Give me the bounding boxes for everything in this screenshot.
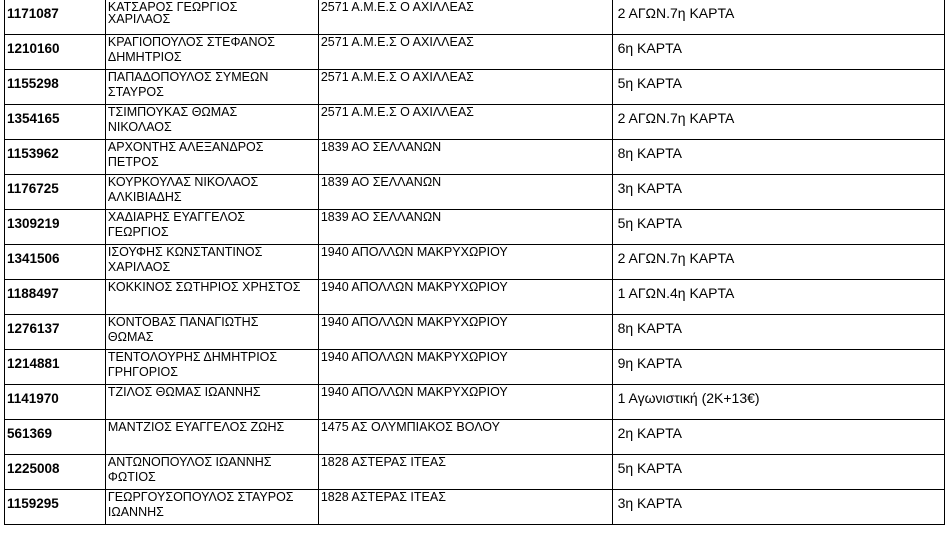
penalty: 8η ΚΑΡΤΑ <box>612 315 944 350</box>
penalty: 8η ΚΑΡΤΑ <box>612 140 944 175</box>
club-name: 2571 Α.Μ.Ε.Σ Ο ΑΧΙΛΛΕΑΣ <box>318 35 612 70</box>
player-id: 1210160 <box>5 35 106 70</box>
table-row <box>5 140 945 175</box>
club-name: 1475 ΑΣ ΟΛΥΜΠΙΑΚΟΣ ΒΟΛΟΥ <box>318 420 612 455</box>
player-name: ΓΕΩΡΓΟΥΣΟΠΟΥΛΟΣ ΣΤΑΥΡΟΣ ΙΩΑΝΝΗΣ <box>105 490 318 525</box>
club-name: 2571 Α.Μ.Ε.Σ Ο ΑΧΙΛΛΕΑΣ <box>318 0 612 35</box>
table-row <box>5 105 945 140</box>
club-name: 1839 ΑΟ ΣΕΛΛΑΝΩΝ <box>318 140 612 175</box>
player-id: 1153962 <box>5 140 106 175</box>
player-id: 561369 <box>5 420 106 455</box>
table-row <box>5 245 945 280</box>
table-row <box>5 0 945 35</box>
club-name: 1940 ΑΠΟΛΛΩΝ ΜΑΚΡΥΧΩΡΙΟΥ <box>318 245 612 280</box>
player-id: 1188497 <box>5 280 106 315</box>
penalty: 5η ΚΑΡΤΑ <box>612 210 944 245</box>
player-name: ΜΑΝΤΖΙΟΣ ΕΥΑΓΓΕΛΟΣ ΖΩΗΣ <box>105 420 318 455</box>
player-name: ΚΡΑΓΙΟΠΟΥΛΟΣ ΣΤΕΦΑΝΟΣ ΔΗΜΗΤΡΙΟΣ <box>105 35 318 70</box>
player-id: 1214881 <box>5 350 106 385</box>
penalty: 3η ΚΑΡΤΑ <box>612 490 944 525</box>
player-name: ΧΑΔΙΑΡΗΣ ΕΥΑΓΓΕΛΟΣ ΓΕΩΡΓΙΟΣ <box>105 210 318 245</box>
player-id: 1225008 <box>5 455 106 490</box>
table-row <box>5 175 945 210</box>
club-name: 2571 Α.Μ.Ε.Σ Ο ΑΧΙΛΛΕΑΣ <box>318 105 612 140</box>
player-id: 1354165 <box>5 105 106 140</box>
player-id: 1171087 <box>5 0 106 35</box>
player-name: ΠΑΠΑΔΟΠΟΥΛΟΣ ΣΥΜΕΩΝ ΣΤΑΥΡΟΣ <box>105 70 318 105</box>
club-name: 1828 ΑΣΤΕΡΑΣ ΙΤΕΑΣ <box>318 490 612 525</box>
table-row <box>5 280 945 315</box>
player-id: 1309219 <box>5 210 106 245</box>
penalty: 3η ΚΑΡΤΑ <box>612 175 944 210</box>
table-row <box>5 70 945 105</box>
player-name: ΚΟΥΡΚΟΥΛΑΣ ΝΙΚΟΛΑΟΣ ΑΛΚΙΒΙΑΔΗΣ <box>105 175 318 210</box>
penalty: 1 ΑΓΩΝ.4η ΚΑΡΤΑ <box>612 280 944 315</box>
table-row <box>5 385 945 420</box>
table-row <box>5 210 945 245</box>
penalty: 9η ΚΑΡΤΑ <box>612 350 944 385</box>
penalty: 5η ΚΑΡΤΑ <box>612 455 944 490</box>
player-id: 1159295 <box>5 490 106 525</box>
player-name: ΙΣΟΥΦΗΣ ΚΩΝΣΤΑΝΤΙΝΟΣ ΧΑΡΙΛΑΟΣ <box>105 245 318 280</box>
player-name: ΑΡΧΟΝΤΗΣ ΑΛΕΞΑΝΔΡΟΣ ΠΕΤΡΟΣ <box>105 140 318 175</box>
player-name: ΚΟΚΚΙΝΟΣ ΣΩΤΗΡΙΟΣ ΧΡΗΣΤΟΣ <box>105 280 318 315</box>
penalties-table <box>4 0 945 525</box>
club-name: 1940 ΑΠΟΛΛΩΝ ΜΑΚΡΥΧΩΡΙΟΥ <box>318 280 612 315</box>
penalty: 2 ΑΓΩΝ.7η ΚΑΡΤΑ <box>612 105 944 140</box>
club-name: 1828 ΑΣΤΕΡΑΣ ΙΤΕΑΣ <box>318 455 612 490</box>
penalty: 2 ΑΓΩΝ.7η ΚΑΡΤΑ <box>612 0 944 35</box>
penalty: 6η ΚΑΡΤΑ <box>612 35 944 70</box>
table-row <box>5 35 945 70</box>
player-name: ΤΕΝΤΟΛΟΥΡΗΣ ΔΗΜΗΤΡΙΟΣ ΓΡΗΓΟΡΙΟΣ <box>105 350 318 385</box>
player-name: ΤΖΙΛΟΣ ΘΩΜΑΣ ΙΩΑΝΝΗΣ <box>105 385 318 420</box>
player-name: ΚΑΤΣΑΡΟΣ ΓΕΩΡΓΙΟΣ ΧΑΡΙΛΑΟΣ <box>105 0 318 35</box>
table-row <box>5 350 945 385</box>
table-body <box>5 0 945 525</box>
table-row <box>5 420 945 455</box>
player-id: 1141970 <box>5 385 106 420</box>
table-row <box>5 490 945 525</box>
club-name: 1839 ΑΟ ΣΕΛΛΑΝΩΝ <box>318 210 612 245</box>
penalty: 2 ΑΓΩΝ.7η ΚΑΡΤΑ <box>612 245 944 280</box>
player-id: 1276137 <box>5 315 106 350</box>
penalty: 5η ΚΑΡΤΑ <box>612 70 944 105</box>
player-id: 1155298 <box>5 70 106 105</box>
player-id: 1341506 <box>5 245 106 280</box>
club-name: 1940 ΑΠΟΛΛΩΝ ΜΑΚΡΥΧΩΡΙΟΥ <box>318 315 612 350</box>
player-name: ΚΟΝΤΟΒΑΣ ΠΑΝΑΓΙΩΤΗΣ ΘΩΜΑΣ <box>105 315 318 350</box>
club-name: 1940 ΑΠΟΛΛΩΝ ΜΑΚΡΥΧΩΡΙΟΥ <box>318 385 612 420</box>
table-row <box>5 315 945 350</box>
player-name: ΤΣΙΜΠΟΥΚΑΣ ΘΩΜΑΣ ΝΙΚΟΛΑΟΣ <box>105 105 318 140</box>
table-row <box>5 455 945 490</box>
club-name: 2571 Α.Μ.Ε.Σ Ο ΑΧΙΛΛΕΑΣ <box>318 70 612 105</box>
player-id: 1176725 <box>5 175 106 210</box>
club-name: 1839 ΑΟ ΣΕΛΛΑΝΩΝ <box>318 175 612 210</box>
player-name: ΑΝΤΩΝΟΠΟΥΛΟΣ ΙΩΑΝΝΗΣ ΦΩΤΙΟΣ <box>105 455 318 490</box>
penalty: 2η ΚΑΡΤΑ <box>612 420 944 455</box>
penalty: 1 Αγωνιστική (2Κ+13€) <box>612 385 944 420</box>
club-name: 1940 ΑΠΟΛΛΩΝ ΜΑΚΡΥΧΩΡΙΟΥ <box>318 350 612 385</box>
